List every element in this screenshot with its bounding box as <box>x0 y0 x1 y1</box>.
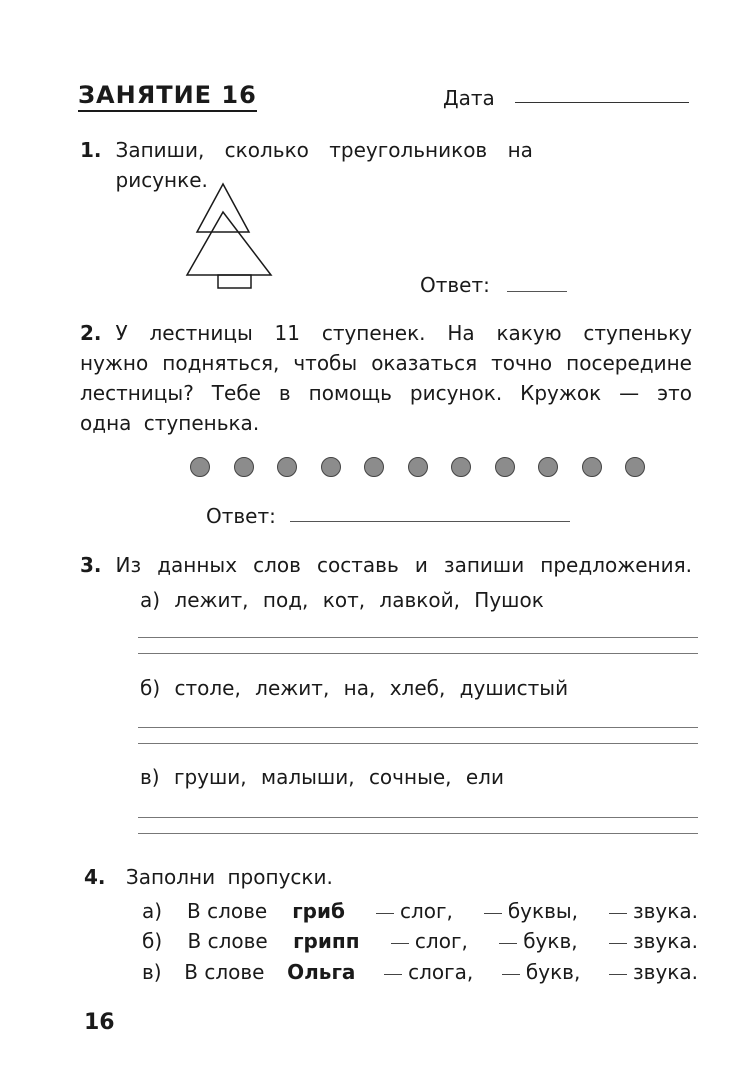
task-4a-w3: звука. <box>633 899 698 923</box>
task-3b-write-line-2[interactable] <box>138 743 698 744</box>
step-circle <box>190 457 210 477</box>
task-3a-letter: а) <box>140 588 161 612</box>
task-2-answer-label: Ответ: <box>206 504 276 528</box>
task-2-line-1: У лестницы 11 ступенек. На какую ступеньку <box>115 321 692 345</box>
task-4b-w2: букв, <box>523 929 578 953</box>
step-circle <box>408 457 428 477</box>
date-field[interactable] <box>515 102 689 103</box>
task-1-text <box>80 135 640 195</box>
task-4a-word: гриб <box>292 899 345 923</box>
task-2-line-3: лестницы? Тебе в помощь рисунок. Кружок — это <box>80 381 692 405</box>
task-2-number: 2. <box>80 321 102 345</box>
task-4c-letter: в) <box>142 960 162 984</box>
step-circle <box>277 457 297 477</box>
task-4a-prefix: В слове <box>187 899 268 923</box>
task-3c <box>140 762 504 792</box>
task-3a-write-line-2[interactable] <box>138 653 698 654</box>
task-4b-blank-2[interactable] <box>499 943 517 944</box>
step-circle <box>451 457 471 477</box>
step-circle <box>625 457 645 477</box>
step-circle <box>364 457 384 477</box>
task-4c-row <box>142 957 698 987</box>
task-2-answer-field[interactable] <box>290 521 570 522</box>
tree-trunk <box>218 275 251 288</box>
task-4a-row <box>142 896 698 926</box>
task-4c-prefix: В слове <box>184 960 265 984</box>
task-1-number: 1. <box>80 138 102 162</box>
task-3b <box>140 673 568 703</box>
task-4b-blank-1[interactable] <box>391 943 409 944</box>
task-4c-w1: слога, <box>408 960 474 984</box>
triangle-bottom <box>187 212 271 275</box>
task-3-text <box>80 550 692 580</box>
task-3c-write-line-2[interactable] <box>138 833 698 834</box>
task-3a-words: лежит, под, кот, лавкой, Пушок <box>174 588 544 612</box>
page-title: ЗАНЯТИЕ 16 <box>78 80 257 112</box>
task-4c-w3: звука. <box>633 960 698 984</box>
tree-triangles-figure <box>185 182 275 290</box>
task-3b-letter: б) <box>140 676 161 700</box>
task-4a-w1: слог, <box>399 899 453 923</box>
task-4b-letter: б) <box>142 929 163 953</box>
steps-circles <box>190 457 645 477</box>
page-number: 16 <box>84 1010 115 1035</box>
date-label: Дата <box>443 86 495 110</box>
task-4c-w2: букв, <box>525 960 581 984</box>
task-4c-word: Ольга <box>287 960 356 984</box>
step-circle <box>321 457 341 477</box>
task-4-number: 4. <box>84 865 106 889</box>
task-4b-prefix: В слове <box>187 929 268 953</box>
task-1-answer-label: Ответ: <box>420 273 490 297</box>
step-circle <box>234 457 254 477</box>
task-4b-w3: звука. <box>633 929 698 953</box>
task-4a-blank-3[interactable] <box>609 913 627 914</box>
task-4-question: Заполни пропуски. <box>125 865 333 889</box>
task-3b-write-line-1[interactable] <box>138 727 698 728</box>
task-4b-blank-3[interactable] <box>609 943 627 944</box>
task-2-text <box>80 318 692 438</box>
task-4c-blank-3[interactable] <box>609 974 627 975</box>
task-4c-blank-1[interactable] <box>384 974 402 975</box>
task-4-text <box>84 862 333 892</box>
task-3a <box>140 585 544 615</box>
task-2-line-4: одна ступенька. <box>80 411 260 435</box>
task-4a-blank-2[interactable] <box>484 913 502 914</box>
step-circle <box>582 457 602 477</box>
task-2-line-2: нужно подняться, чтобы оказаться точно посередине <box>80 351 692 375</box>
step-circle <box>538 457 558 477</box>
task-3c-words: груши, малыши, сочные, ели <box>173 765 504 789</box>
task-1-answer-field[interactable] <box>507 291 567 292</box>
task-4c-blank-2[interactable] <box>502 974 520 975</box>
task-3c-write-line-1[interactable] <box>138 817 698 818</box>
task-4a-blank-1[interactable] <box>376 913 394 914</box>
task-4b-row <box>142 926 698 956</box>
task-3-question: Из данных слов составь и запиши предложения. <box>115 553 692 577</box>
task-3-number: 3. <box>80 553 102 577</box>
task-1-question: Запиши, сколько треугольников на рисунке. <box>115 138 533 192</box>
triangle-top <box>197 184 249 232</box>
task-3b-words: столе, лежит, на, хлеб, душистый <box>174 676 569 700</box>
step-circle <box>495 457 515 477</box>
task-3a-write-line-1[interactable] <box>138 637 698 638</box>
task-4a-w2: буквы, <box>507 899 579 923</box>
task-4a-letter: а) <box>142 899 163 923</box>
task-4b-word: грипп <box>293 929 360 953</box>
task-3c-letter: в) <box>140 765 160 789</box>
task-4b-w1: слог, <box>414 929 468 953</box>
